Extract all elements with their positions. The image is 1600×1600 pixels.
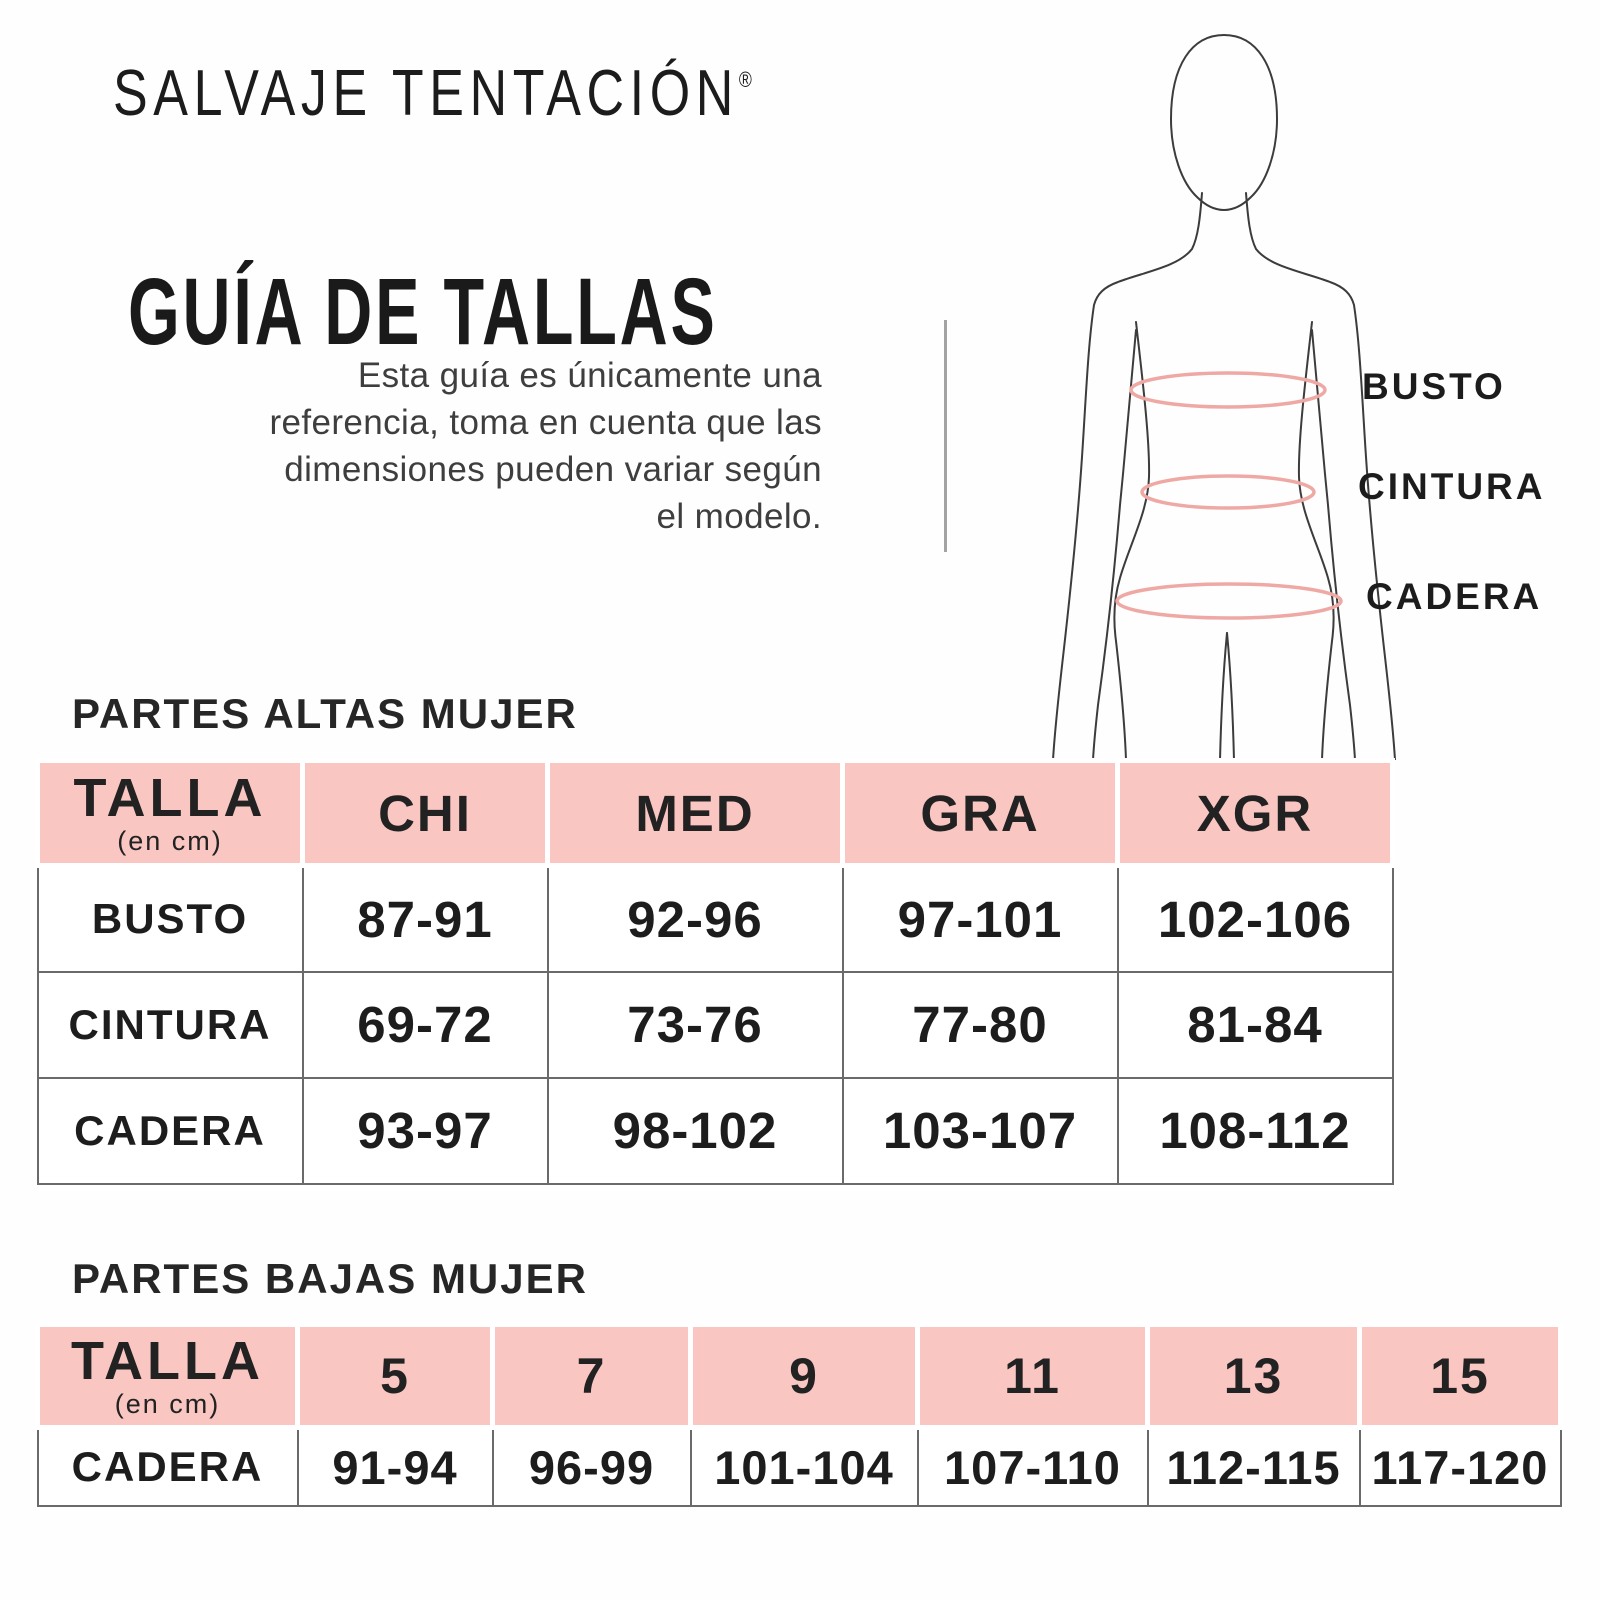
table-partes-bajas (35, 1322, 1563, 1507)
value-cell: 96-99 (493, 1428, 691, 1506)
value-cell: 97-101 (843, 866, 1118, 972)
hip-measure-tape (1117, 584, 1341, 618)
description-line: dimensiones pueden variar según (284, 450, 822, 489)
value-cell: 107-110 (918, 1428, 1148, 1506)
left-shoulder-arm-outline (1053, 193, 1202, 760)
value-cell: 81-84 (1118, 972, 1393, 1078)
page-title: GUÍA DE TALLAS (128, 259, 718, 365)
header-cell: 5 (298, 1325, 493, 1428)
value-cell: 92-96 (548, 866, 843, 972)
description-line: referencia, toma en cuenta que las (269, 403, 822, 442)
header-cell: CHI (303, 761, 548, 866)
section-title-partes-bajas: PARTES BAJAS MUJER (72, 1255, 588, 1302)
value-cell: 117-120 (1360, 1428, 1561, 1506)
table-row (38, 1078, 1393, 1184)
row-label-cell: BUSTO (38, 866, 303, 972)
description-line: Esta guía es únicamente una (357, 356, 822, 395)
row-label-cell: CINTURA (38, 972, 303, 1078)
value-cell: 112-115 (1148, 1428, 1360, 1506)
value-cell: 87-91 (303, 866, 548, 972)
value-cell: 98-102 (548, 1078, 843, 1184)
value-cell: 103-107 (843, 1078, 1118, 1184)
header-cell: 9 (691, 1325, 918, 1428)
value-cell: 91-94 (298, 1428, 493, 1506)
value-cell: 73-76 (548, 972, 843, 1078)
head-outline (1171, 35, 1277, 210)
header-cell: XGR (1118, 761, 1393, 866)
table-row (38, 972, 1393, 1078)
header-cell: 15 (1360, 1325, 1561, 1428)
brand-name: SALVAJE TENTACIÓN (113, 56, 739, 129)
value-cell: 101-104 (691, 1428, 918, 1506)
section-title-partes-altas: PARTES ALTAS MUJER (72, 690, 578, 737)
row-label-cell: CADERA (38, 1078, 303, 1184)
table-row (38, 866, 1393, 972)
talla-label: TALLA (73, 767, 267, 828)
registered-trademark-icon: ® (738, 67, 752, 92)
header-cell: 13 (1148, 1325, 1360, 1428)
description-line: el modelo. (656, 497, 822, 536)
header-cell: 11 (918, 1325, 1148, 1428)
guide-description (85, 352, 822, 540)
waist-measure-tape (1142, 476, 1314, 508)
hip-label: CADERA (1366, 576, 1543, 617)
vertical-divider (944, 320, 947, 552)
talla-unit: (en cm) (117, 825, 223, 856)
table-row (38, 1428, 1561, 1506)
waist-label: CINTURA (1358, 466, 1546, 507)
right-leg-line (1227, 633, 1234, 760)
header-cell: GRA (843, 761, 1118, 866)
value-cell: 108-112 (1118, 1078, 1393, 1184)
value-cell: 102-106 (1118, 866, 1393, 972)
header-cell-size-label (38, 761, 303, 866)
talla-unit: (en cm) (114, 1388, 221, 1419)
row-label-cell: CADERA (38, 1428, 298, 1506)
left-inner-arm-outline (1093, 330, 1136, 760)
header-cell-size-label (38, 1325, 298, 1428)
header-cell: 7 (493, 1325, 691, 1428)
brand-logo (113, 55, 752, 130)
value-cell: 93-97 (303, 1078, 548, 1184)
talla-label: TALLA (71, 1330, 264, 1391)
table-header-row (38, 761, 1393, 866)
left-leg-line (1220, 633, 1227, 760)
value-cell: 77-80 (843, 972, 1118, 1078)
value-cell: 69-72 (303, 972, 548, 1078)
header-cell: MED (548, 761, 843, 866)
bust-label: BUSTO (1362, 366, 1506, 407)
table-partes-altas (35, 758, 1395, 1185)
bust-measure-tape (1131, 373, 1325, 407)
table-header-row (38, 1325, 1561, 1428)
